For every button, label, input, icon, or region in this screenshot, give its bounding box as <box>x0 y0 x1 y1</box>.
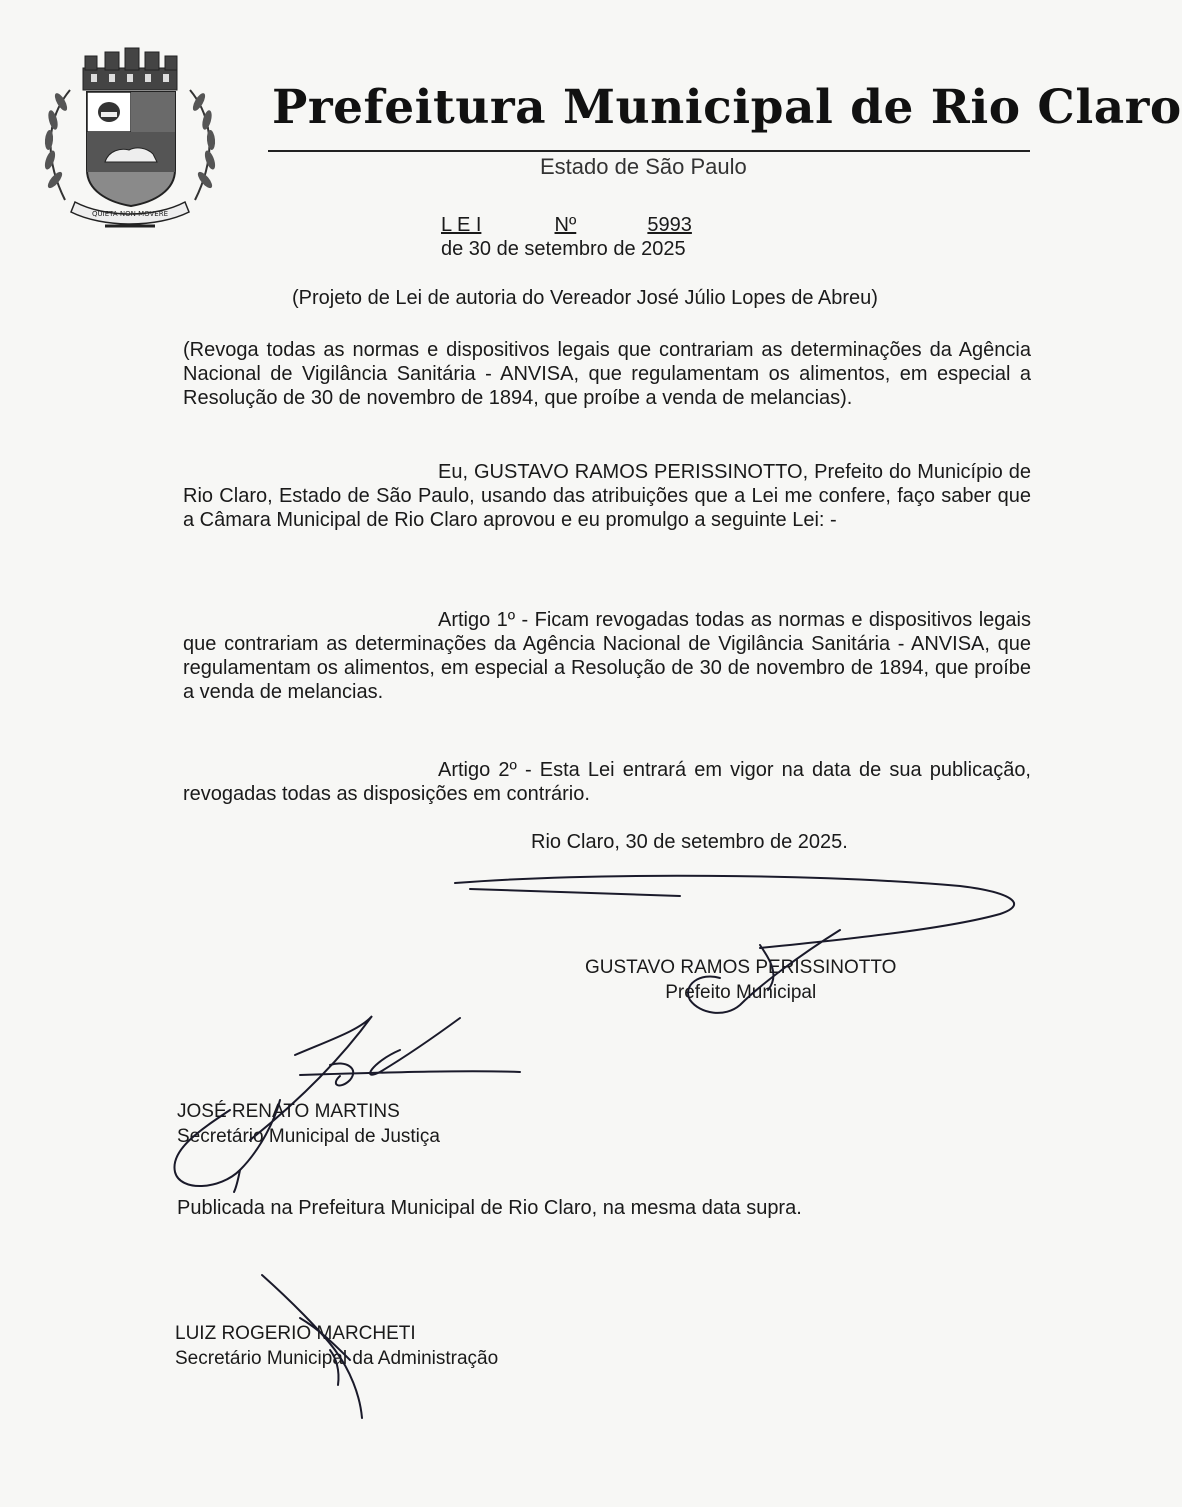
law-number: 5993 <box>647 214 692 236</box>
law-date: de 30 de setembro de 2025 <box>441 238 686 260</box>
justice-secretary-block <box>177 1099 440 1149</box>
admin-secretary-title: Secretário Municipal da Administração <box>175 1348 499 1369</box>
admin-secretary-block <box>175 1321 498 1371</box>
letterhead-title: Prefeitura Municipal de Rio Claro <box>272 80 1182 135</box>
municipal-coat-of-arms-icon <box>25 30 255 250</box>
mayor-name: GUSTAVO RAMOS PERISSINOTTO <box>585 957 897 978</box>
law-authorship: (Projeto de Lei de autoria do Vereador José Júlio Lopes de Abreu) <box>292 287 878 309</box>
law-number-line <box>441 214 692 237</box>
publication-note: Publicada na Prefeitura Municipal de Rio Claro, na mesma data supra. <box>177 1197 802 1219</box>
law-word: L E I <box>441 214 482 236</box>
place-date: Rio Claro, 30 de setembro de 2025. <box>531 831 848 853</box>
law-number-sign: Nº <box>554 214 577 236</box>
preamble-paragraph: Eu, GUSTAVO RAMOS PERISSINOTTO, Prefeito do Município de Rio Claro, Estado de São Paulo, usando das atribuições que a Lei me confere, faço saber que a Câmara Municipal de Rio Claro aprovou e eu promulgo a seguinte Lei: - <box>183 461 1031 531</box>
article-1-paragraph: Artigo 1º - Ficam revogadas todas as normas e dispositivos legais que contrariam as determinações da Agência Nacional de Vigilância Sanitária - ANVISA, que regulamentam os alimentos, em especial a Resolução de 30 de novembro de 1894, que proíbe a venda de melancias. <box>183 609 1031 703</box>
letterhead-state: Estado de São Paulo <box>540 154 747 179</box>
law-ementa: (Revoga todas as normas e dispositivos legais que contrariam as determinações da Agência Nacional de Vigilância Sanitária - ANVISA, que regulamentam os alimentos, em especial a Resolução de 30 de novembro de 1894, que proíbe a venda de melancias). <box>183 339 1031 409</box>
mayor-signature-block <box>585 955 896 1005</box>
crest-motto: QUIETA NON MOVERE <box>92 210 168 218</box>
justice-secretary-title: Secretário Municipal de Justiça <box>177 1126 440 1147</box>
letterhead-divider <box>268 150 1030 152</box>
justice-secretary-name: JOSÉ RENATO MARTINS <box>177 1101 400 1122</box>
admin-secretary-name: LUIZ ROGERIO MARCHETI <box>175 1323 416 1344</box>
article-2-paragraph: Artigo 2º - Esta Lei entrará em vigor na data de sua publicação, revogadas todas as disposições em contrário. <box>183 759 1031 805</box>
mayor-title: Prefeito Municipal <box>665 982 817 1003</box>
